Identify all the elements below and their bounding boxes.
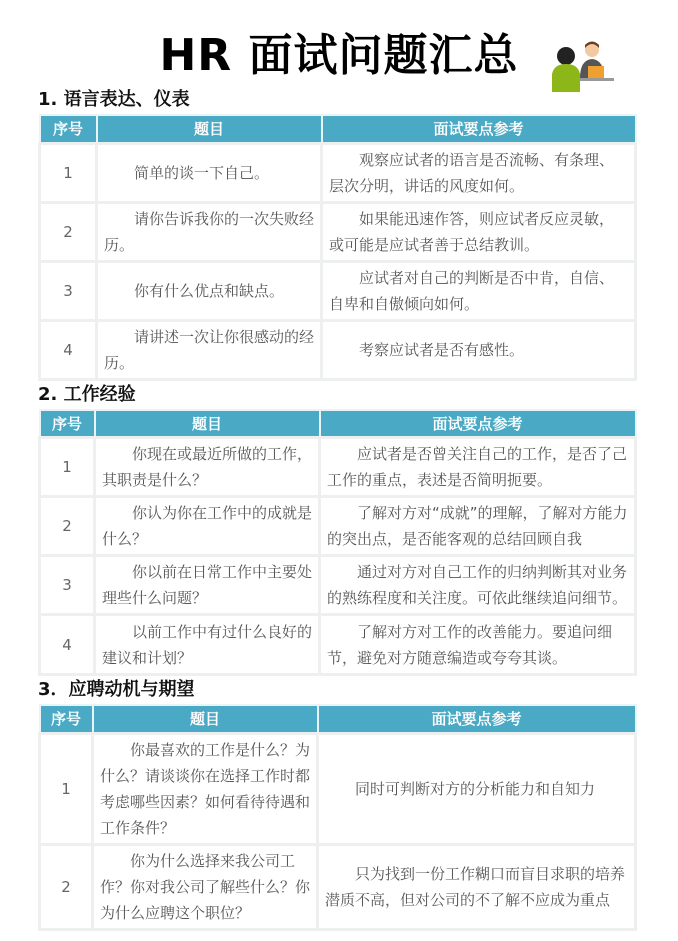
row-question: 以前工作中有过什么良好的建议和计划？ — [95, 615, 320, 675]
table-experience — [38, 409, 637, 677]
header-no: 序号 — [40, 115, 97, 143]
row-question: 请你告诉我你的一次失败经历。 — [97, 202, 322, 261]
row-no: 1 — [40, 143, 97, 202]
row-reference: 了解对方对工作的改善能力。要追问细节，避免对方随意编造或夸夸其谈。 — [320, 615, 636, 675]
row-reference: 通过对方对自己工作的归纳判断其对业务的熟练程度和关注度。可依此继续追问细节。 — [320, 556, 636, 615]
page-title: HR 面试问题汇总 — [159, 30, 519, 81]
row-no: 1 — [40, 438, 95, 497]
row-reference: 考察应试者是否有感性。 — [322, 320, 636, 379]
row-question: 你现在或最近所做的工作，其职责是什么？ — [95, 438, 320, 497]
row-question: 你有什么优点和缺点。 — [97, 261, 322, 320]
row-no: 2 — [40, 202, 97, 261]
header-reference: 面试要点参考 — [320, 410, 636, 438]
table-row — [40, 556, 636, 615]
row-no: 2 — [40, 844, 93, 929]
row-reference: 观察应试者的语言是否流畅、有条理、层次分明，讲话的风度如何。 — [322, 143, 636, 202]
row-no: 3 — [40, 556, 95, 615]
table-row — [40, 844, 636, 929]
table-row — [40, 733, 636, 844]
row-question: 你认为你在工作中的成就是什么？ — [95, 497, 320, 556]
section-title: 3．应聘动机与期望 — [38, 679, 195, 700]
page-header — [0, 0, 678, 86]
header-question: 题目 — [93, 705, 318, 733]
row-no: 3 — [40, 261, 97, 320]
row-no: 2 — [40, 497, 95, 556]
row-no: 1 — [40, 733, 93, 844]
table-row — [40, 497, 636, 556]
row-question: 你以前在日常工作中主要处理些什么问题？ — [95, 556, 320, 615]
header-no: 序号 — [40, 705, 93, 733]
row-no: 4 — [40, 320, 97, 379]
table-motivation — [38, 704, 637, 931]
content — [0, 88, 678, 941]
row-reference: 应试者对自己的判断是否中肯，自信、自卑和自傲倾向如何。 — [322, 261, 636, 320]
row-question: 请讲述一次让你很感动的经历。 — [97, 320, 322, 379]
table-row — [40, 320, 636, 379]
header-reference: 面试要点参考 — [322, 115, 636, 143]
row-no: 4 — [40, 615, 95, 675]
table-row — [40, 143, 636, 202]
table-language — [38, 114, 637, 381]
header-question: 题目 — [97, 115, 322, 143]
header-reference: 面试要点参考 — [318, 705, 636, 733]
row-reference: 同时可判断对方的分析能力和自知力 — [318, 733, 636, 844]
table-row — [40, 615, 636, 675]
header-no: 序号 — [40, 410, 95, 438]
table-row — [40, 261, 636, 320]
row-question: 你为什么选择来我公司工作？你对我公司了解些什么？你为什么应聘这个职位？ — [93, 844, 318, 929]
row-reference: 如果能迅速作答，则应试者反应灵敏，或可能是应试者善于总结教训。 — [322, 202, 636, 261]
row-reference: 了解对方对“成就”的理解，了解对方能力的突出点，是否能客观的总结回顾自我 — [320, 497, 636, 556]
table-row — [40, 202, 636, 261]
row-question: 你最喜欢的工作是什么？为什么？请谈谈你在选择工作时都考虑哪些因素？如何看待待遇和工作条件？ — [93, 733, 318, 844]
row-question: 简单的谈一下自己。 — [97, 143, 322, 202]
interview-people-icon — [552, 40, 614, 92]
section-title: 2. 工作经验 — [38, 383, 136, 405]
header-question: 题目 — [95, 410, 320, 438]
section-title: 1. 语言表达、仪表 — [38, 89, 190, 110]
row-reference: 只为找到一份工作糊口而盲目求职的培养潜质不高，但对公司的不了解不应成为重点 — [318, 844, 636, 929]
table-row — [40, 438, 636, 497]
row-reference: 应试者是否曾关注自己的工作，是否了己工作的重点，表述是否简明扼要。 — [320, 438, 636, 497]
